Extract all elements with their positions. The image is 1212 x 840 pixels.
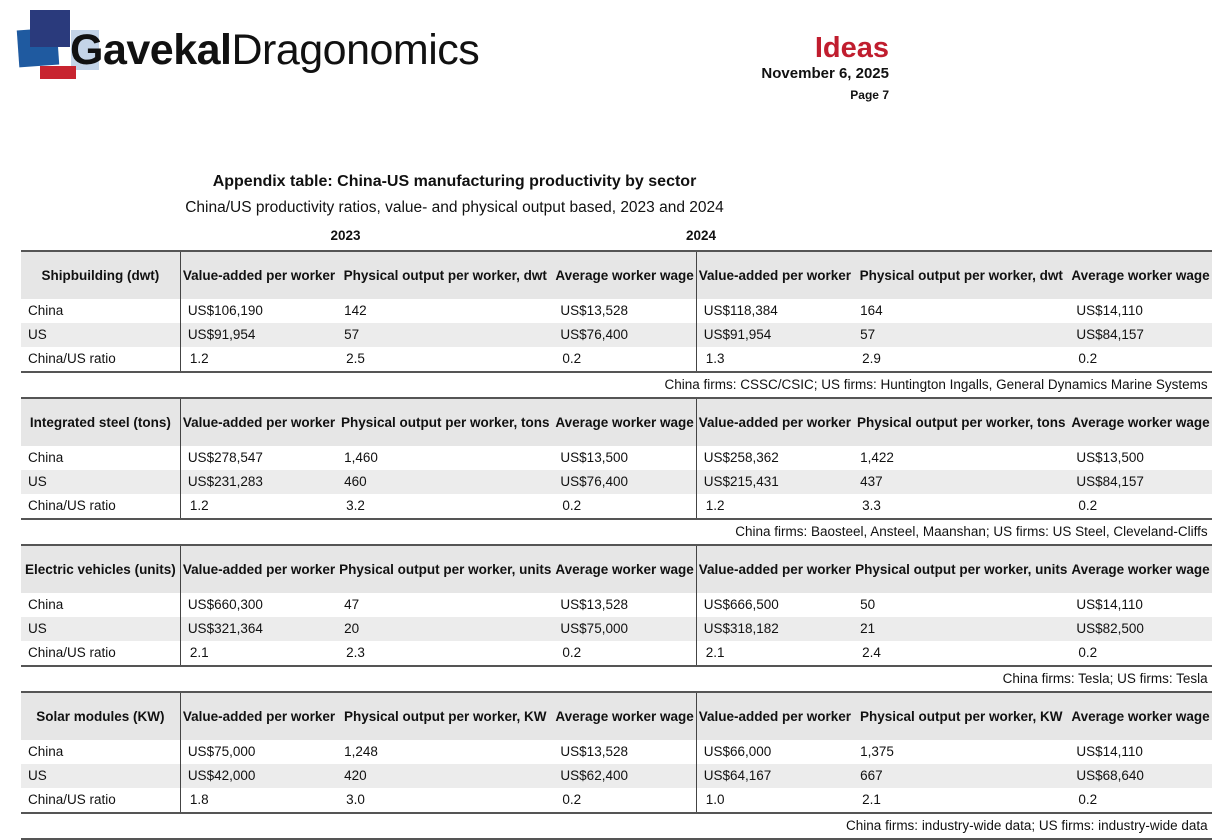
logo-square-navy: [30, 10, 70, 47]
column-header: Physical output per worker, tons: [853, 398, 1069, 446]
table-cell: US$666,500: [696, 593, 853, 617]
table-cell: 2.1: [180, 641, 337, 666]
table-cell: 50: [860, 597, 876, 612]
column-header: Average worker wage: [1069, 545, 1211, 593]
section-label: Ideas: [814, 32, 889, 64]
table-cell: 0.2: [1069, 641, 1211, 666]
logo-text-regular: Dragonomics: [231, 26, 480, 74]
table-cell: US$13,500: [1076, 450, 1144, 465]
table-cell: 1,460: [344, 450, 378, 465]
table-cell: 20: [337, 617, 553, 641]
table-cell: 3.3: [853, 494, 1069, 519]
table-cell: US$66,000: [696, 740, 853, 764]
column-header: Physical output per worker, units: [853, 545, 1069, 593]
table-cell: 47: [344, 597, 360, 612]
section-header-shipbuilding: [21, 251, 1212, 299]
column-header: Average worker wage: [553, 398, 696, 446]
logo-text-bold: Gavekal: [70, 26, 232, 74]
table-row: [21, 494, 1212, 519]
table-row: [21, 470, 1212, 494]
sector-label: Shipbuilding (dwt): [21, 251, 180, 299]
table-cell: US$84,157: [1069, 323, 1211, 347]
column-header: Physical output per worker, KW: [853, 692, 1069, 740]
table-row: [21, 617, 1212, 641]
table-row: [21, 446, 1212, 470]
table-row: [21, 299, 1212, 323]
table-cell: US$13,528: [560, 744, 628, 759]
table-cell: 2.4: [853, 641, 1069, 666]
column-header: Average worker wage: [1069, 692, 1211, 740]
table-cell: 0.2: [553, 494, 696, 519]
section-header-integrated-steel: [21, 398, 1212, 446]
table-cell: 667: [853, 764, 1069, 788]
table-cell: 1.2: [180, 494, 337, 519]
table-subtitle: China/US productivity ratios, value- and physical output based, 2023 and 2024: [185, 199, 724, 216]
table-cell: 420: [337, 764, 553, 788]
table-cell: 1.3: [696, 347, 853, 372]
table-cell: 460: [337, 470, 553, 494]
row-label: US: [21, 323, 180, 347]
sector-label: Solar modules (KW): [21, 692, 180, 740]
gavekal-dragonomics-logo: [18, 10, 480, 85]
sector-label: Electric vehicles (units): [21, 545, 180, 593]
table-cell: US$62,400: [553, 764, 696, 788]
column-header: Value-added per worker: [696, 398, 853, 446]
section-header-electric-vehicles: [21, 545, 1212, 593]
table-cell: US$13,528: [560, 303, 628, 318]
table-cell: US$75,000: [180, 740, 337, 764]
table-cell: US$14,110: [1076, 597, 1143, 612]
table-cell: US$76,400: [553, 470, 696, 494]
table-cell: 57: [337, 323, 553, 347]
column-header: Physical output per worker, tons: [337, 398, 553, 446]
column-header: Physical output per worker, dwt: [337, 251, 553, 299]
table-cell: US$84,157: [1069, 470, 1211, 494]
table-cell: US$106,190: [180, 299, 337, 323]
row-label: China/US ratio: [21, 494, 180, 519]
firms-note-row: [21, 666, 1212, 692]
table-cell: 57: [853, 323, 1069, 347]
table-cell: US$91,954: [696, 323, 853, 347]
column-header: Value-added per worker: [696, 251, 853, 299]
section-header-solar-modules: [21, 692, 1212, 740]
table-cell: US$258,362: [696, 446, 853, 470]
column-header: Physical output per worker, dwt: [853, 251, 1069, 299]
table-cell: 0.2: [553, 788, 696, 813]
column-header: Physical output per worker, KW: [337, 692, 553, 740]
table-row: [21, 740, 1212, 764]
table-cell: US$75,000: [553, 617, 696, 641]
table-cell: 1.8: [180, 788, 337, 813]
firms-note-row: [21, 813, 1212, 839]
table-cell: US$14,110: [1076, 744, 1143, 759]
table-cell: US$64,167: [696, 764, 853, 788]
table-cell: 1.0: [696, 788, 853, 813]
firms-note-row: [21, 519, 1212, 545]
table-cell: US$660,300: [180, 593, 337, 617]
table-cell: 2.5: [337, 347, 553, 372]
table-cell: US$91,954: [180, 323, 337, 347]
table-cell: 0.2: [1069, 494, 1211, 519]
row-label: US: [21, 617, 180, 641]
table-cell: 0.2: [553, 641, 696, 666]
row-label: China: [28, 597, 64, 612]
column-header: Average worker wage: [1069, 398, 1211, 446]
table-cell: 1,422: [860, 450, 894, 465]
table-cell: 0.2: [553, 347, 696, 372]
table-cell: 1,375: [860, 744, 894, 759]
page-number: Page 7: [850, 88, 889, 102]
table-cell: US$118,384: [696, 299, 853, 323]
table-cell: 21: [853, 617, 1069, 641]
table-cell: 0.2: [1069, 788, 1211, 813]
table-row: [21, 788, 1212, 813]
column-header: Average worker wage: [553, 251, 696, 299]
table-cell: 1.2: [696, 494, 853, 519]
table-row: [21, 764, 1212, 788]
row-label: China: [28, 303, 64, 318]
table-title: Appendix table: China-US manufacturing productivity by sector: [212, 173, 697, 190]
table-cell: US$231,283: [180, 470, 337, 494]
column-header: Value-added per worker: [180, 692, 337, 740]
column-header: Average worker wage: [553, 545, 696, 593]
table-row: [21, 347, 1212, 372]
table-cell: 437: [853, 470, 1069, 494]
table-row: [21, 593, 1212, 617]
table-cell: 2.1: [696, 641, 853, 666]
firms-note: China firms: industry-wide data; US firms: industry-wide data: [21, 813, 1212, 839]
firms-note: China firms: Baosteel, Ansteel, Maanshan; US firms: US Steel, Cleveland-Cliffs: [21, 519, 1212, 545]
row-label: China: [28, 744, 64, 759]
year-header-2024: 2024: [685, 228, 717, 243]
table-cell: 2.9: [853, 347, 1069, 372]
table-cell: US$278,547: [180, 446, 337, 470]
table-cell: US$76,400: [553, 323, 696, 347]
firms-note-row: [21, 372, 1212, 398]
column-header: Average worker wage: [553, 692, 696, 740]
row-label: US: [21, 470, 180, 494]
table-cell: 2.3: [337, 641, 553, 666]
table-cell: 164: [860, 303, 883, 318]
table-cell: 1.2: [180, 347, 337, 372]
table-row: [21, 641, 1212, 666]
firms-note: China firms: CSSC/CSIC; US firms: Huntington Ingalls, General Dynamics Marine Systems: [21, 372, 1212, 398]
table-row: [21, 323, 1212, 347]
table-cell: US$13,528: [560, 597, 628, 612]
header-meta: [761, 32, 889, 106]
table-cell: 1,248: [344, 744, 378, 759]
table-cell: US$68,640: [1069, 764, 1211, 788]
table-cell: 0.2: [1069, 347, 1211, 372]
row-label: China/US ratio: [21, 788, 180, 813]
table-cell: US$42,000: [180, 764, 337, 788]
table-cell: 142: [344, 303, 367, 318]
year-header-2023: 2023: [330, 228, 361, 243]
table-cell: 2.1: [853, 788, 1069, 813]
table-cell: 3.0: [337, 788, 553, 813]
publication-date: November 6, 2025: [761, 65, 889, 82]
row-label: China/US ratio: [21, 347, 180, 372]
sector-label: Integrated steel (tons): [21, 398, 180, 446]
column-header: Value-added per worker: [696, 545, 853, 593]
firms-note: China firms: Tesla; US firms: Tesla: [21, 666, 1212, 692]
row-label: China: [28, 450, 64, 465]
column-header: Value-added per worker: [180, 251, 337, 299]
table-cell: US$82,500: [1069, 617, 1211, 641]
productivity-table: [21, 250, 1212, 840]
table-cell: US$318,182: [696, 617, 853, 641]
table-cell: US$321,364: [180, 617, 337, 641]
table-cell: 3.2: [337, 494, 553, 519]
column-header: Value-added per worker: [180, 545, 337, 593]
row-label: US: [21, 764, 180, 788]
column-header: Value-added per worker: [696, 692, 853, 740]
logo-wordmark: [70, 26, 479, 75]
table-cell: US$14,110: [1076, 303, 1143, 318]
table-cell: US$13,500: [560, 450, 628, 465]
table-cell: US$215,431: [696, 470, 853, 494]
column-header: Physical output per worker, units: [337, 545, 553, 593]
column-header: Value-added per worker: [180, 398, 337, 446]
column-header: Average worker wage: [1069, 251, 1211, 299]
row-label: China/US ratio: [21, 641, 180, 666]
